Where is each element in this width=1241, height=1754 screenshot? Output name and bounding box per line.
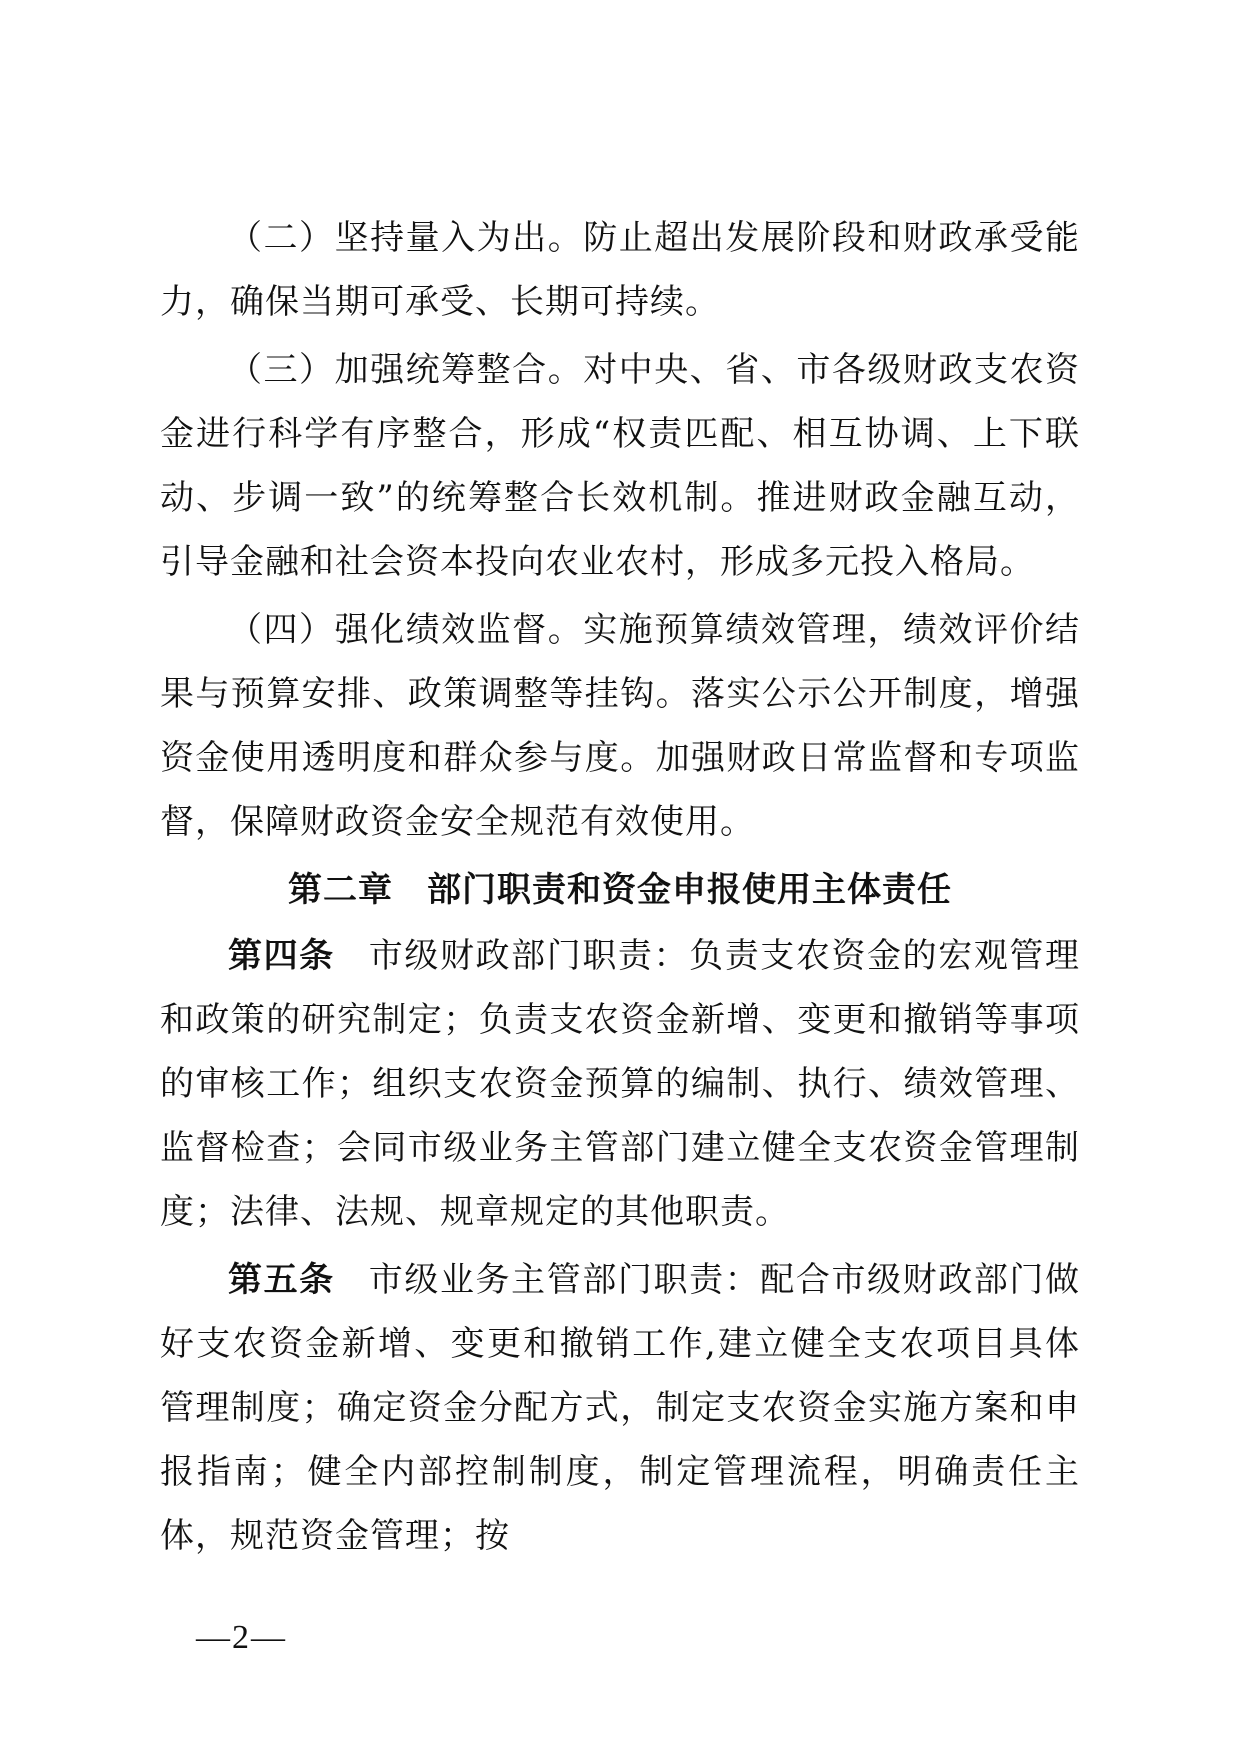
chapter-title: 部门职责和资金申报使用主体责任 — [427, 870, 952, 910]
chapter-heading — [160, 858, 1080, 922]
article-5 — [160, 1248, 1080, 1568]
page-number: —2— — [196, 1619, 287, 1656]
paragraph-principle-4: （四）强化绩效监督。实施预算绩效管理，绩效评价结果与预算安排、政策调整等挂钩。落实公示公开制度，增强资金使用透明度和群众参与度。加强财政日常监督和专项监督，保障财政资金安全规范有效使用。 — [160, 610, 1080, 842]
article-4-number: 第四条 — [228, 936, 335, 976]
paragraph-principle-2: （二）坚持量入为出。防止超出发展阶段和财政承受能力，确保当期可承受、长期可持续。 — [160, 218, 1080, 322]
article-4 — [160, 924, 1080, 1244]
article-5-text: 市级业务主管部门职责：配合市级财政部门做好支农资金新增、变更和撤销工作,建立健全支农项目具体管理制度；确定资金分配方式，制定支农资金实施方案和申报指南；健全内部控制制度，制定管理流程，明确责任主体，规范资金管理；按 — [160, 1260, 1081, 1556]
article-5-number: 第五条 — [228, 1260, 335, 1300]
paragraph-principle-3: （三）加强统筹整合。对中央、省、市各级财政支农资金进行科学有序整合，形成“权责匹配、相互协调、上下联动、步调一致”的统筹整合长效机制。推进财政金融互动，引导金融和社会资本投向农业农村，形成多元投入格局。 — [160, 350, 1080, 582]
article-4-text: 市级财政部门职责：负责支农资金的宏观管理和政策的研究制定；负责支农资金新增、变更和撤销等事项的审核工作；组织支农资金预算的编制、执行、绩效管理、监督检查；会同市级业务主管部门建立健全支农资金管理制度；法律、法规、规章规定的其他职责。 — [160, 936, 1081, 1232]
document-body — [160, 206, 1080, 1572]
chapter-number: 第二章 — [288, 870, 393, 910]
